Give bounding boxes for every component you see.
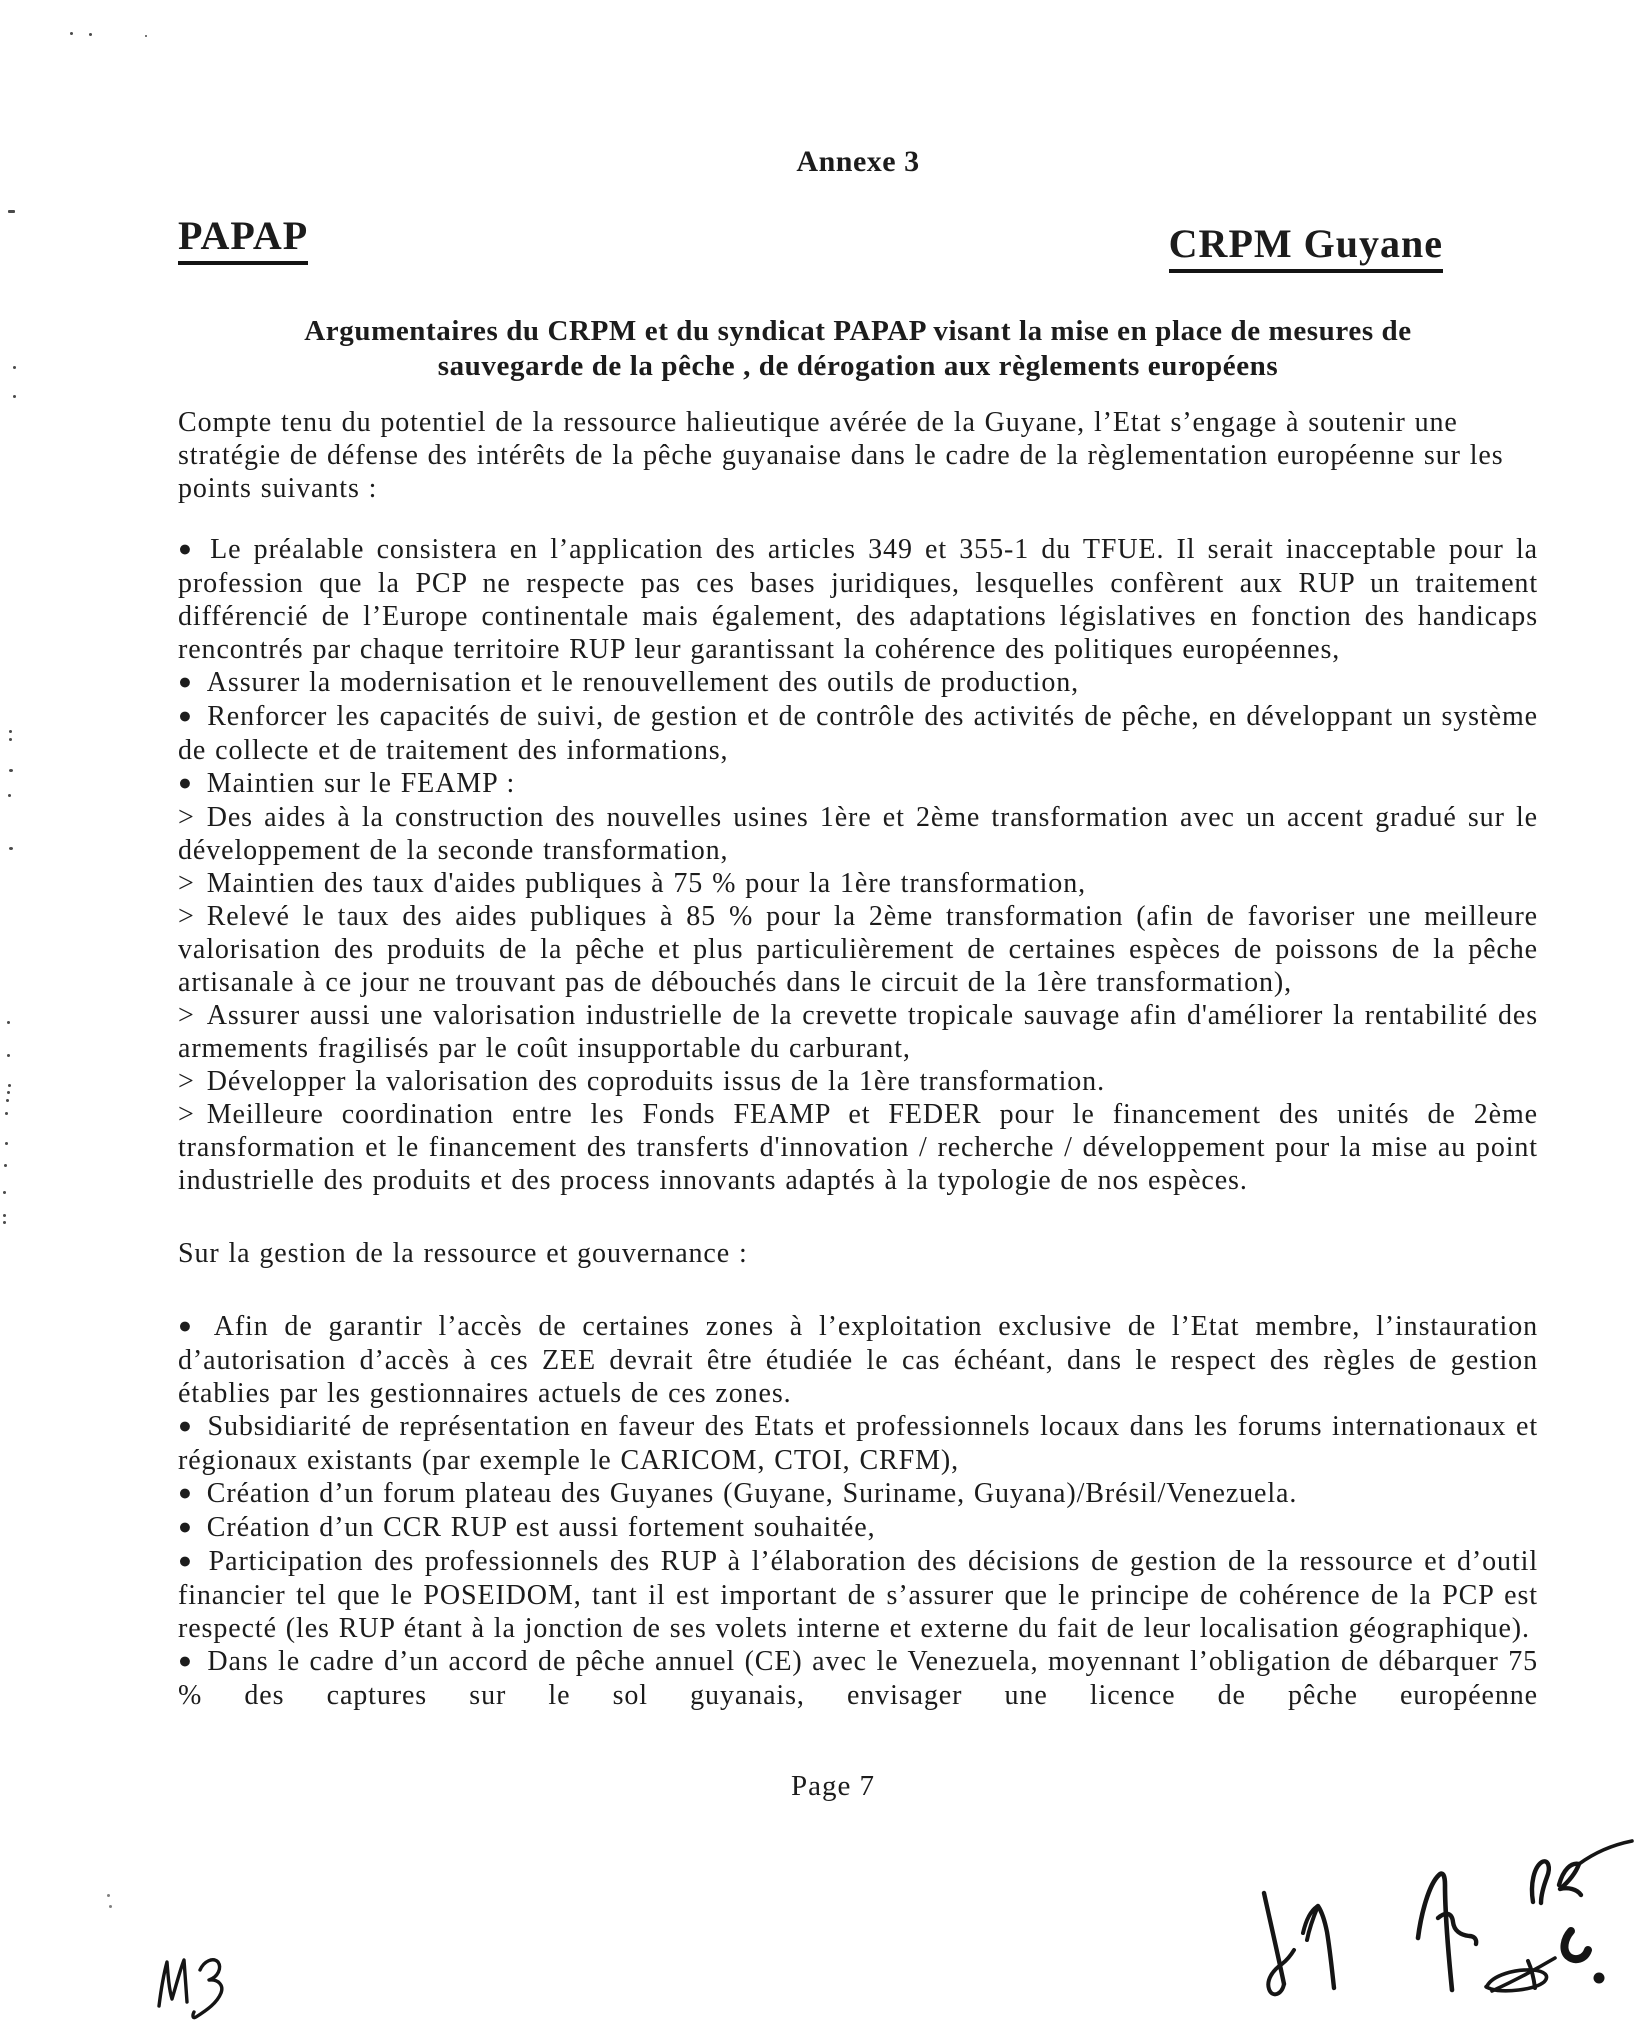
document-title [178, 314, 1538, 384]
text-block [178, 0, 1538, 1803]
arrow-item [178, 867, 1538, 900]
bullet-text: Maintien sur le FEAMP : [206, 768, 516, 799]
scan-speckle [3, 1221, 6, 1224]
bullet-item [178, 1477, 1538, 1511]
arrow-text: Maintien des taux d'aides publiques à 75 % pour la 1ère transformation, [206, 868, 1086, 899]
scan-speckle [5, 1112, 8, 1115]
handwritten-initials [150, 1953, 250, 2023]
bullet-text: Participation des professionnels des RUP à l’élaboration des décisions de gestion de la ressource et d’outil financier tel que le POSEIDOM, tant il est important de s’assurer que le principe de cohérence de la PCP est respecté (les RUP étant à la jonction de ses volets interne et externe du fait de leur localisation géographique). [178, 1546, 1538, 1644]
scan-speckle [7, 1091, 10, 1094]
bullet-dot-icon: ● [178, 669, 193, 694]
bullet-dot-icon: ● [178, 1514, 193, 1539]
scan-speckle [3, 1214, 6, 1217]
bullet-item [178, 1511, 1538, 1545]
intro-paragraph: Compte tenu du potentiel de la ressource halieutique avérée de la Guyane, l’Etat s’engage à soutenir une stratégie de défense des intérêts de la pêche guyanaise dans le cadre de la règlementation européenne sur les points suivants : [178, 407, 1504, 504]
scan-speckle [5, 1142, 8, 1145]
bullet-dot-icon: ● [178, 1413, 194, 1438]
bullet-text: Assurer la modernisation et le renouvellement des outils de production, [206, 667, 1080, 698]
arrow-item [178, 900, 1538, 999]
scan-speckle [13, 366, 16, 369]
bullet-item [178, 767, 1538, 801]
document-title-line-1: Argumentaires du CRPM et du syndicat PAPAP visant la mise en place de mesures de [304, 315, 1412, 347]
bullet-dot-icon: ● [178, 536, 197, 561]
arrow-text: Meilleure coordination entre les Fonds FEAMP et FEDER pour le financement des unités de 2ème transformation et le financement des transferts d'innovation / recherche / développement pour la mise au point industrielle des produits et des process innovants adaptés à la typologie de nos espèces. [178, 1099, 1538, 1196]
scan-speckle [7, 1054, 10, 1057]
scan-speckle [9, 738, 12, 741]
scan-speckle [8, 210, 15, 213]
bullet-text: Le préalable consistera en l’application des articles 349 et 355-1 du TFUE. Il serait inacceptable pour la profession que la PCP ne respecte pas ces bases juridiques, lesquelles confèrent aux RUP un traitement différencié de l’Europe continentale mais également, des adaptations législatives en fonction des handicaps rencontrés par chaque territoire RUP leur garantissant la cohérence des politiques européennes, [178, 534, 1539, 665]
arrow-item [178, 999, 1538, 1065]
bullet-text: Afin de garantir l’accès de certaines zones à l’exploitation exclusive de l’Etat membre, l’instauration d’autorisation d’accès à ces ZEE devrait être étudiée le cas échéant, dans le respect des règles de gestion établies par les gestionnaires actuels de ces zones. [178, 1311, 1538, 1409]
org-left-title: PAPAP [178, 214, 308, 265]
arrow-marker-icon: > [178, 868, 195, 899]
bullet-item [178, 533, 1538, 666]
arrow-marker-icon: > [178, 1066, 195, 1097]
scan-speckle [109, 1905, 112, 1908]
arrow-marker-icon: > [178, 1000, 195, 1031]
scan-speckle [13, 395, 16, 398]
scan-speckle [9, 847, 13, 850]
bullet-dot-icon: ● [178, 1548, 195, 1573]
bullet-text: Renforcer les capacités de suivi, de gestion et de contrôle des activités de pêche, en développant un système de collecte et de traitement des informations, [178, 701, 1538, 766]
bullet-text: Création d’un forum plateau des Guyanes (Guyane, Suriname, Guyana)/Brésil/Venezuela. [206, 1478, 1298, 1509]
scan-speckle [107, 1894, 110, 1897]
arrow-text: Développer la valorisation des coproduits issus de la 1ère transformation. [206, 1066, 1105, 1097]
section-heading: Sur la gestion de la ressource et gouvernance : [178, 1238, 748, 1269]
bullet-dot-icon: ● [178, 703, 194, 728]
arrow-text: Des aides à la construction des nouvelles usines 1ère et 2ème transformation avec un accent gradué sur le développement de la seconde transformation, [178, 802, 1538, 866]
scan-speckle [7, 1021, 10, 1024]
bullet-dot-icon: ● [178, 1313, 200, 1338]
page-number: Page 7 [790, 1770, 876, 1802]
scan-speckle [70, 32, 73, 35]
scan-speckle [3, 1191, 6, 1194]
arrow-marker-icon: > [178, 901, 195, 932]
scan-speckle [6, 1099, 9, 1102]
bullet-dot-icon: ● [178, 1648, 194, 1673]
arrow-marker-icon: > [178, 802, 195, 833]
scan-speckle [9, 730, 12, 733]
scan-speckle [8, 1084, 11, 1087]
arrow-text: Assurer aussi une valorisation industrielle de la crevette tropicale sauvage afin d'améliorer la rentabilité des armements fragilisés par le coût insupportable du carburant, [178, 1000, 1538, 1064]
scan-speckle [145, 35, 147, 37]
arrow-marker-icon: > [178, 1099, 195, 1130]
bullet-text: Dans le cadre d’un accord de pêche annuel (CE) avec le Venezuela, moyennant l’obligation de débarquer 75 % des captures sur le sol guyanais, envisager une licence de pêche européenne [178, 1646, 1538, 1711]
handwritten-signatures [1240, 1838, 1651, 2035]
annexe-heading: Annexe 3 [796, 145, 920, 178]
bullet-item [178, 666, 1538, 700]
bullet-dot-icon: ● [178, 770, 193, 795]
bullet-text: Création d’un CCR RUP est aussi fortement souhaitée, [206, 1512, 876, 1543]
scan-speckle [8, 794, 11, 797]
scan-speckle [89, 33, 92, 36]
document-title-line-2: sauvegarde de la pêche , de dérogation aux règlements européens [437, 350, 1279, 382]
bullet-item [178, 700, 1538, 767]
organisations-row [178, 214, 1538, 276]
org-right-title: CRPM Guyane [1169, 222, 1443, 273]
arrow-item [178, 1098, 1538, 1197]
bullet-item [178, 1645, 1538, 1712]
arrow-item [178, 801, 1538, 867]
bullet-dot-icon: ● [178, 1480, 193, 1505]
bullet-item [178, 1310, 1538, 1410]
arrow-text: Relevé le taux des aides publiques à 85 % pour la 2ème transformation (afin de favoriser une meilleure valorisation des produits de la pêche et plus particulièrement de certaines espèces de poissons de la pêche artisanale à ce jour ne trouvant pas de débouchés dans le circuit de la 1ère transformation), [178, 901, 1538, 998]
scan-speckle [9, 769, 13, 772]
bullet-item [178, 1545, 1538, 1645]
arrow-item [178, 1065, 1538, 1098]
scan-speckle [4, 1164, 7, 1167]
bullet-item [178, 1410, 1538, 1477]
bullet-text: Subsidiarité de représentation en faveur des Etats et professionnels locaux dans les forums internationaux et régionaux existants (par exemple le CARICOM, CTOI, CRFM), [178, 1411, 1538, 1476]
